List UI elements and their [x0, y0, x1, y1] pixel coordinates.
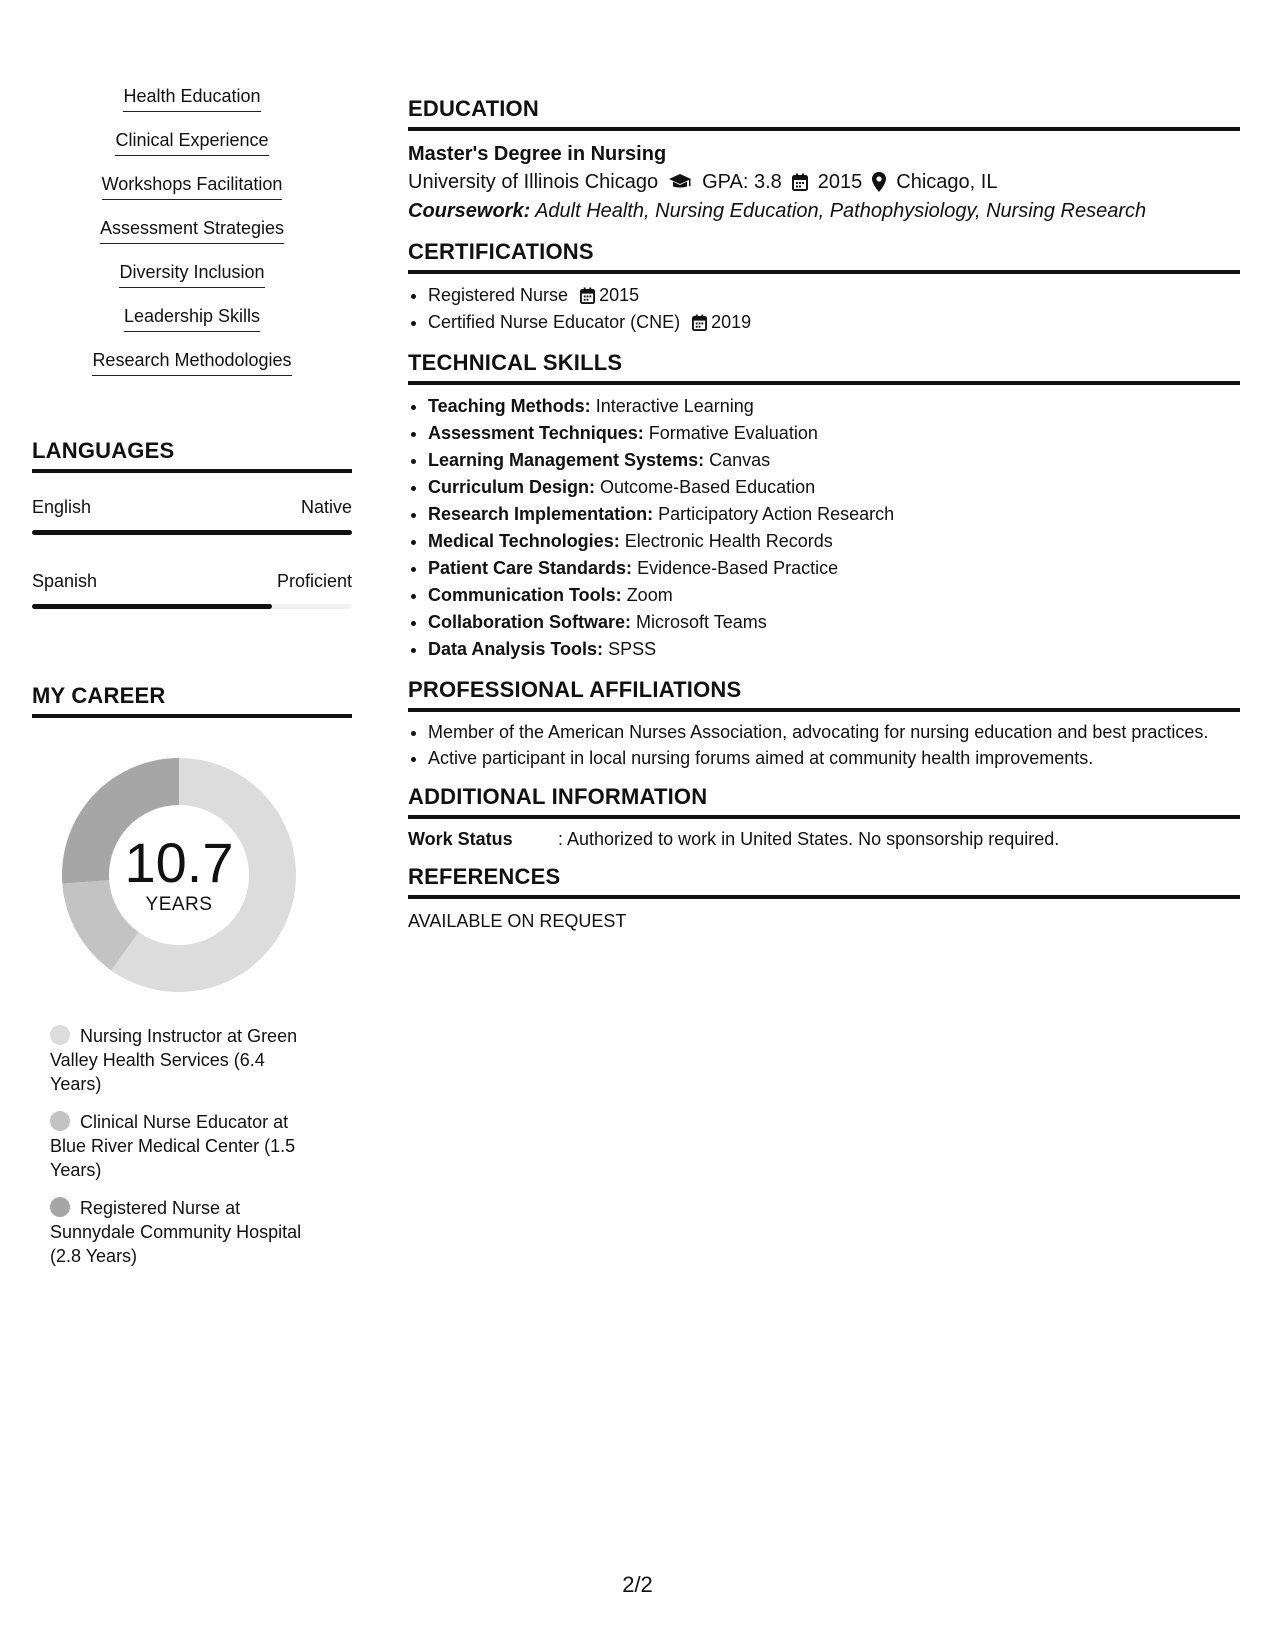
career-total-years: 10.7: [124, 831, 234, 894]
skill-tag: Clinical Experience: [115, 128, 268, 156]
legend-text: Registered Nurse at Sunnydale Community Hospital (2.8 Years): [50, 1198, 302, 1266]
certifications-title: CERTIFICATIONS: [408, 239, 1240, 274]
coursework: [408, 197, 1240, 225]
coursework-list: Adult Health, Nursing Education, Pathophysiology, Nursing Research: [535, 200, 1147, 222]
skill-value: Canvas: [709, 450, 771, 470]
gpa: GPA: 3.8: [702, 171, 782, 193]
technical-skill-item: [428, 555, 1240, 582]
skill-label: Medical Technologies:: [428, 531, 620, 551]
skill-value: Zoom: [626, 585, 673, 605]
skill-tag: Diversity Inclusion: [119, 260, 264, 288]
right-column: [408, 96, 1240, 946]
skill-tags: [32, 84, 352, 392]
skill-value: Microsoft Teams: [636, 612, 767, 632]
skill-value: Electronic Health Records: [624, 531, 833, 551]
technical-skill-item: [428, 636, 1240, 663]
skill-label: Research Implementation:: [428, 504, 654, 524]
certification-item: [428, 282, 1240, 309]
degree: Master's Degree in Nursing: [408, 143, 667, 165]
career-legend: [50, 1024, 320, 1268]
certification-item: [428, 309, 1240, 336]
skill-value: SPSS: [608, 639, 657, 659]
references-section: [408, 864, 1240, 932]
language-bar: [32, 530, 352, 535]
certifications-list: [408, 282, 1240, 336]
technical-skill-item: [428, 528, 1240, 555]
work-status-value: : Authorized to work in United States. No sponsorship required.: [558, 829, 1060, 849]
skill-label: Communication Tools:: [428, 585, 622, 605]
technical-skill-item: [428, 501, 1240, 528]
languages-section: [32, 438, 352, 609]
affiliation-item: • Member of the American Nurses Association, advocating for nursing education and best practices.: [428, 720, 1240, 744]
skill-tag: Workshops Facilitation: [102, 172, 283, 200]
donut-center: [54, 750, 304, 1000]
additional-info-title: ADDITIONAL INFORMATION: [408, 784, 1240, 819]
certification-year: 2015: [599, 285, 640, 305]
skill-tag: Research Methodologies: [92, 348, 291, 376]
page-number: 2/2: [622, 1572, 653, 1597]
legend-text: Clinical Nurse Educator at Blue River Medical Center (1.5 Years): [50, 1112, 296, 1180]
affiliations-section: [408, 677, 1240, 770]
legend-dot: [50, 1197, 70, 1217]
calendar-icon: [580, 287, 595, 304]
school-location: Chicago, IL: [896, 171, 998, 193]
additional-info-section: [408, 784, 1240, 850]
languages-title: LANGUAGES: [32, 438, 352, 473]
skill-tag: Assessment Strategies: [100, 216, 284, 244]
affiliations-title: PROFESSIONAL AFFILIATIONS: [408, 677, 1240, 712]
certification-name: • Certified Nurse Educator (CNE): [428, 312, 681, 332]
education-details: [408, 167, 1240, 197]
references-title: REFERENCES: [408, 864, 1240, 899]
calendar-icon: [692, 314, 707, 331]
skill-label: Curriculum Design:: [428, 477, 596, 497]
career-title: MY CAREER: [32, 683, 352, 718]
skill-label: Learning Management Systems:: [428, 450, 705, 470]
language-bar-fill: [32, 530, 352, 535]
legend-dot: [50, 1111, 70, 1131]
language-row: [32, 497, 352, 518]
technical-skills-section: [408, 350, 1240, 663]
work-status-label: Work Status: [408, 829, 513, 849]
technical-skill-item: [428, 474, 1240, 501]
technical-skill-item: [428, 447, 1240, 474]
certifications-section: [408, 239, 1240, 336]
career-total-unit: YEARS: [145, 894, 213, 915]
legend-dot: [50, 1025, 70, 1045]
skill-label: Teaching Methods:: [428, 396, 591, 416]
left-column: [32, 84, 352, 1282]
skill-value: Formative Evaluation: [648, 423, 818, 443]
references-text: AVAILABLE ON REQUEST: [408, 911, 627, 931]
language-bar-fill: [32, 604, 272, 609]
graduation-year: 2015: [817, 171, 863, 193]
calendar-icon: [792, 173, 808, 191]
legend-item: [50, 1024, 320, 1096]
certification-name: • Registered Nurse: [428, 285, 569, 305]
legend-text: Nursing Instructor at Green Valley Health Services (6.4 Years): [50, 1026, 298, 1094]
technical-skills-title: TECHNICAL SKILLS: [408, 350, 1240, 385]
education-section: [408, 96, 1240, 225]
legend-item: [50, 1110, 320, 1182]
skill-label: Collaboration Software:: [428, 612, 632, 632]
language-row: [32, 571, 352, 592]
work-status-row: [408, 829, 1240, 850]
legend-item: [50, 1196, 320, 1268]
language-bar: [32, 604, 352, 609]
skill-label: Data Analysis Tools:: [428, 639, 604, 659]
graduation-cap-icon: [668, 173, 692, 191]
coursework-label: Coursework:: [408, 200, 531, 222]
affiliations-list: [408, 720, 1240, 770]
skill-value: Interactive Learning: [595, 396, 754, 416]
skill-label: Patient Care Standards:: [428, 558, 633, 578]
technical-skill-item: [428, 582, 1240, 609]
language-level: Proficient: [276, 571, 352, 591]
certification-year: 2019: [711, 312, 752, 332]
language-name: Spanish: [32, 571, 98, 591]
skill-value: Participatory Action Research: [658, 504, 895, 524]
skill-label: Assessment Techniques:: [428, 423, 644, 443]
technical-skill-item: [428, 393, 1240, 420]
affiliation-item: • Active participant in local nursing forums aimed at community health improvements.: [428, 746, 1240, 770]
location-pin-icon: [872, 172, 886, 192]
skill-value: Evidence-Based Practice: [637, 558, 839, 578]
skill-tag: Leadership Skills: [124, 304, 260, 332]
career-donut-chart: [54, 750, 304, 1000]
education-title: EDUCATION: [408, 96, 1240, 131]
skill-value: Outcome-Based Education: [600, 477, 816, 497]
school: University of Illinois Chicago: [408, 171, 659, 193]
technical-skills-list: [408, 393, 1240, 663]
technical-skill-item: [428, 609, 1240, 636]
skill-tag: Health Education: [123, 84, 260, 112]
career-section: [32, 683, 352, 1268]
language-name: English: [32, 497, 92, 517]
language-level: Native: [300, 497, 352, 517]
technical-skill-item: [428, 420, 1240, 447]
